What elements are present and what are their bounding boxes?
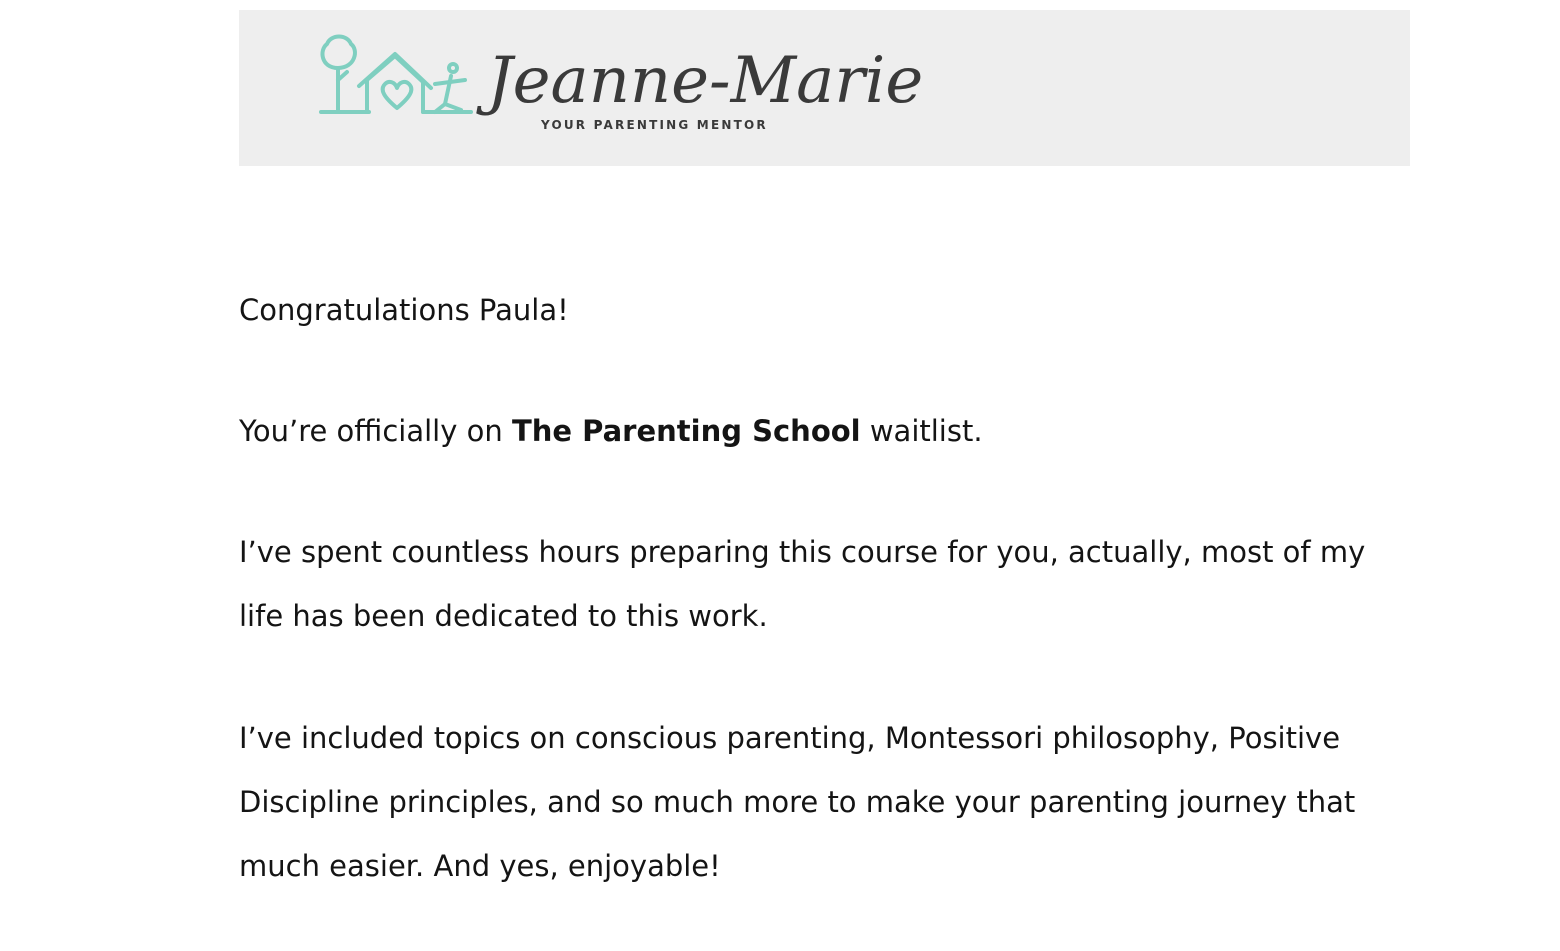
topics-paragraph: I’ve included topics on conscious parenting, Montessori philosophy, Positive Discipline principles, and so much more to make your parenting journey that much easier. And yes, enjoyable! xyxy=(239,721,1356,883)
waitlist-line xyxy=(239,399,1414,463)
course-name: The Parenting School xyxy=(511,414,861,448)
child-figure-icon xyxy=(435,64,465,112)
logo-name: Jeanne-Marie xyxy=(487,44,924,118)
dedication-paragraph: I’ve spent countless hours preparing this course for you, actually, most of my life has been dedicated to this work. xyxy=(239,535,1366,633)
jeanne-marie-logo xyxy=(239,10,1410,166)
waitlist-text-after: waitlist. xyxy=(860,414,983,448)
tree-icon xyxy=(321,37,369,113)
header-banner xyxy=(239,10,1410,166)
greeting-line: Congratulations Paula! xyxy=(239,293,569,327)
logo-tagline: YOUR PARENTING MENTOR xyxy=(541,118,768,132)
waitlist-text-before: You’re officially on xyxy=(239,414,512,448)
